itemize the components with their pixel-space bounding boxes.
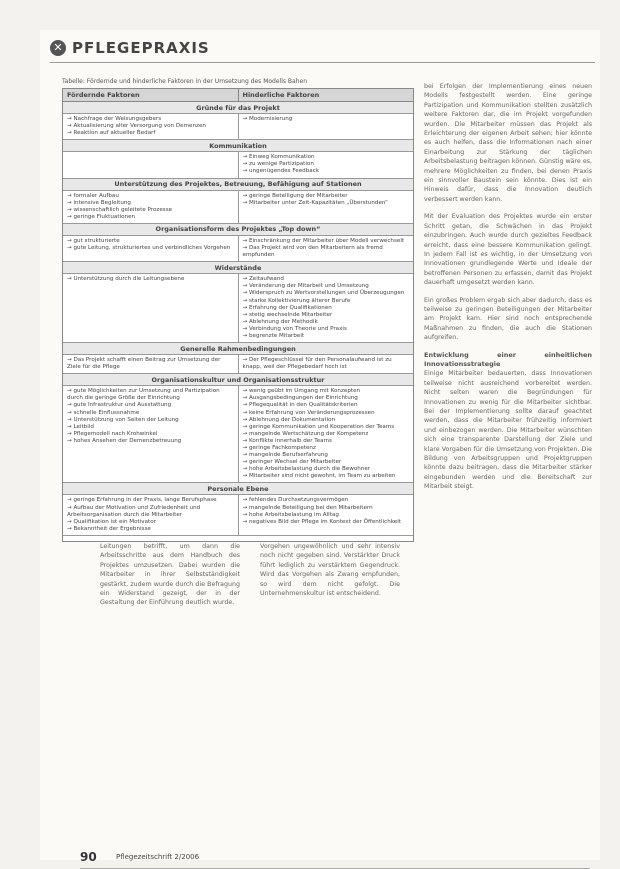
column-header-right: Hinderliche Faktoren	[242, 91, 320, 99]
list-item: → gut strukturierte	[67, 238, 234, 245]
list-item: → Qualifikation ist ein Motivator	[67, 519, 234, 526]
list-item: → hohes Ansehen der Demenzbetreuung	[67, 438, 234, 445]
list-item: → gute Leitung, strukturiertes und verbindliches Vorgehen	[67, 245, 234, 252]
hindering-factors-cell	[239, 152, 414, 177]
list-item: → Mitarbeiter unter Zeit-Kapazitäten „Überstunden“	[243, 200, 410, 207]
paragraph: Mit der Evaluation des Projektes wurde ein erster Schritt getan, die Schwächen in das Projekt einzubringen. Auch wurde durch gezieltes Feedback erreicht, dass eine bessere Kommunikation gelingt. In jedem Fall ist es wichtig, in der Umsetzung von Innovationen grundlegende Werte und Ideale der betroffenen Personen zu erfassen, damit das Projekt dauerhaft umgesetzt werden kann.	[424, 213, 592, 287]
list-item: → keine Erfahrung von Veränderungsprozessen	[243, 410, 410, 417]
document-page	[40, 30, 600, 864]
list-item: → Veränderung der Mitarbeit und Umsetzung	[243, 283, 410, 290]
promoting-factors-cell	[63, 236, 239, 261]
page-header	[50, 38, 595, 60]
list-item: → hohe Arbeitsbelastung im Alltag	[243, 512, 410, 519]
list-item: → Leitbild	[67, 424, 234, 431]
column-header-left: Fördernde Faktoren	[63, 89, 239, 101]
promoting-factors-cell	[63, 114, 239, 139]
table-section-title: Unterstützung des Projektes, Betreuung, Befähigung auf Stationen	[63, 179, 413, 191]
table-row	[63, 236, 413, 262]
list-item: → mangelnde Wertschätzung der Kompetenz	[243, 431, 410, 438]
subheading: Entwicklung einer einheitlichen Innovationsstrategie	[424, 350, 592, 368]
table-section-title: Organisationsform des Projektes „Top down“	[63, 224, 413, 236]
list-item: → Unterstützung durch die Leitungsebene	[67, 276, 234, 283]
table-row	[63, 114, 413, 140]
promoting-factors-cell	[63, 191, 239, 223]
paragraph: Einige Mitarbeiter bedauerten, dass Innovationen teilweise nicht ausreichend vorbereitet werden. Nicht selten waren die Begründungen für Innovationen zu wenig für die Mitarbeiter sichtbar. Bei der Implementierung sollte darauf geachtet werden, dass die Mitarbeiter frühzeitig informiert und einbezogen werden. Die Mitarbeiter wünschten sich eine transparente Darstellung der Ziele und klare Vorgaben für die Umsetzung von Projekten. Die Bildung von Arbeitsgruppen und Projektgruppen könnte dazu beitragen, dass die Mitarbeiter stärker eingebunden werden und die Bereitschaft zur Mitarbeit steigt.	[424, 370, 592, 491]
table-row	[63, 152, 413, 178]
list-item: → mangelnde Beteiligung bei den Mitarbeitern	[243, 505, 410, 512]
list-item: → Das Projekt wird von den Mitarbeitern als fremd empfunden	[243, 245, 410, 259]
list-item: → Widerspruch zu Wertvorstellungen und Überzeugungen	[243, 290, 410, 297]
list-item: → wissenschaftlich geleitete Prozesse	[67, 207, 234, 214]
page-number: 90	[80, 850, 97, 864]
list-item: → Pflegequalität in den Qualitätskriterien	[243, 402, 410, 409]
table-section-title: Personale Ebene	[63, 483, 413, 495]
list-item: → geringe Fluktuationen	[67, 214, 234, 221]
hindering-factors-cell	[239, 355, 414, 373]
table-body	[63, 102, 413, 536]
list-item: → Verbindung von Theorie und Praxis	[243, 326, 410, 333]
x-circle-icon: ✕	[50, 40, 66, 56]
list-item: → gute Möglichkeiten zur Umsetzung und Partizipation durch die geringe Größe der Einrichtung	[67, 388, 234, 402]
promoting-factors-cell	[63, 274, 239, 342]
list-item: → Erfahrung der Qualifikationen	[243, 305, 410, 312]
list-item: → Zeitaufwand	[243, 276, 410, 283]
table-row	[63, 495, 413, 535]
right-text-column	[424, 82, 592, 500]
paragraph: Ein großes Problem ergab sich aber dadurch, dass es teilweise zu geringen Beteiligungen der Mitarbeiter am Projekt kam. Hier sind noch entsprechende Maßnahmen zu finden, die auch die Stationen aufgreifen.	[424, 296, 592, 342]
list-item: → zu wenige Partizipation	[243, 161, 410, 168]
table-section-title: Gründe für das Projekt	[63, 102, 413, 114]
list-item: → Nachfrage der Weisungsgebers	[67, 116, 234, 123]
table-row	[63, 274, 413, 343]
list-item: → Reaktion auf aktueller Bedarf	[67, 130, 234, 137]
lower-middle-text	[260, 542, 400, 598]
list-item: → Aufbau der Motivation und Zufriedenheit und Arbeitsorganisation durch die Mitarbeiter	[67, 505, 234, 519]
header-rule	[50, 62, 595, 63]
promoting-factors-cell	[63, 495, 239, 534]
list-item: → fehlendes Durchsetzungsvermögen	[243, 497, 410, 504]
hindering-factors-cell	[239, 386, 414, 482]
list-item: → starke Kollektivierung älterer Berufe	[243, 298, 410, 305]
hindering-factors-cell	[239, 114, 414, 139]
list-item: → Unterstützung von Seiten der Leitung	[67, 417, 234, 424]
list-item: → Einweg Kommunikation	[243, 154, 410, 161]
list-item: → gute Infrastruktur und Ausstattung	[67, 402, 234, 409]
factors-table	[62, 88, 414, 542]
table-section-title: Organisationskultur und Organisationsstruktur	[63, 374, 413, 386]
list-item: → Ausgangsbedingungen der Einrichtung	[243, 395, 410, 402]
list-item: → Modernisierung	[243, 116, 410, 123]
hindering-factors-cell	[239, 236, 414, 261]
hindering-factors-cell	[239, 274, 414, 342]
lower-left-text	[100, 542, 240, 608]
list-item: → formaler Aufbau	[67, 193, 234, 200]
list-item: → ungenügendes Feedback	[243, 168, 410, 175]
list-item: → wenig geübt im Umgang mit Konzepten	[243, 388, 410, 395]
list-item: → geringe Fachkompetenz	[243, 445, 410, 452]
list-item: → geringe Erfahrung in der Praxis, lange Berufsphase	[67, 497, 234, 504]
list-item: → Der Pflegeschlüssel für den Personalaufwand ist zu knapp, weil der Pflegebedarf hoch ist	[243, 357, 410, 371]
paragraph: bei Erfolgen der Implementierung eines neuen Modells festgestellt werden. Eine geringe Partizipation und Kommunikation stellten zusätzlich weitere Faktoren dar, die im Projekt vorgefunden wurden. Die Mitarbeiter müssen das Projekt als Erleichterung der eigenen Arbeit sehen; hier könnte es auch helfen, dass die Informationen nach einer Einarbeitung zur Stärkung der täglichen Arbeitsbelastung beitragen können. Günstig wäre es, mehrere Möglichkeiten zu finden, bei denen Praxis ein sinnvoller Baustein sein könnte. Dies ist ein Hinweis dafür, dass die Innovation deutlich verbessert werden kann.	[424, 83, 592, 203]
list-item: → Pflegemodell nach Krohwinkel	[67, 431, 234, 438]
paragraph: Vorgehen ungewöhnlich und sehr intensiv noch nicht gegeben sind. Verstärkter Druck führt lediglich zu verstärktem Gegendruck. Wird das Vorgehen als Zwang empfunden, so wird dem nicht gefolgt. Die Unternehmenskultur ist entscheidend.	[260, 543, 400, 598]
table-section-title: Kommunikation	[63, 140, 413, 152]
table-section-title: Widerstände	[63, 262, 413, 274]
list-item: → hohe Arbeitsbelastung durch die Bewohner	[243, 466, 410, 473]
hindering-factors-cell	[239, 495, 414, 534]
list-item: → schnelle Einflussnahme	[67, 410, 234, 417]
list-item: → Einschränkung der Mitarbeiter über Modell verwechselt	[243, 238, 410, 245]
list-item: → Bekanntheit der Ergebnisse	[67, 526, 234, 533]
list-item: → geringe Beteiligung der Mitarbeiter	[243, 193, 410, 200]
list-item: → Konflikte innerhalb der Teams	[243, 438, 410, 445]
table-row	[63, 386, 413, 483]
list-item: → stetig wechselnde Mitarbeiter	[243, 312, 410, 319]
section-title: PFLEGEPRAXIS	[72, 39, 210, 57]
promoting-factors-cell	[63, 152, 239, 177]
journal-name: Pflegezeitschrift 2/2006	[116, 853, 200, 861]
list-item: → Mitarbeiter sind nicht gewohnt, im Team zu arbeiten	[243, 473, 410, 480]
paragraph: Leitungen betrifft, um dann die Arbeitsschritte aus dem Handbuch des Projektes umzusetzen. Dabei wurden die Mitarbeiter in ihrer Selbstständigkeit gestärkt, zudem wurde durch die Befragung ein Widerstand gezeigt, der in der Gestaltung der Einführung deutlich wurde.	[100, 543, 240, 607]
table-row	[63, 191, 413, 224]
table-column-headers	[63, 89, 413, 102]
list-item: → geringer Wechsel der Mitarbeiter	[243, 459, 410, 466]
list-item: → Aktualisierung alter Versorgung von Demenzen	[67, 123, 234, 130]
table-caption: Tabelle: Fördernde und hinderliche Faktoren in der Umsetzung des Modells Bahen	[62, 78, 308, 85]
list-item: → geringe Kommunikation und Kooperation der Teams	[243, 424, 410, 431]
list-item: → mangelnde Berufserfahrung	[243, 452, 410, 459]
hindering-factors-cell	[239, 191, 414, 223]
list-item: → Das Projekt schafft einen Beitrag zur Umsetzung der Ziele für die Pflege	[67, 357, 234, 371]
promoting-factors-cell	[63, 355, 239, 373]
table-row	[63, 355, 413, 374]
list-item: → Ablehnung der Methodik	[243, 319, 410, 326]
list-item: → negatives Bild der Pflege im Kontext der Öffentlichkeit	[243, 519, 410, 526]
list-item: → intensive Begleitung	[67, 200, 234, 207]
promoting-factors-cell	[63, 386, 239, 482]
table-section-title: Generelle Rahmenbedingungen	[63, 343, 413, 355]
list-item: → begrenzte Mitarbeit	[243, 333, 410, 340]
list-item: → Ablehnung der Dokumentation	[243, 417, 410, 424]
